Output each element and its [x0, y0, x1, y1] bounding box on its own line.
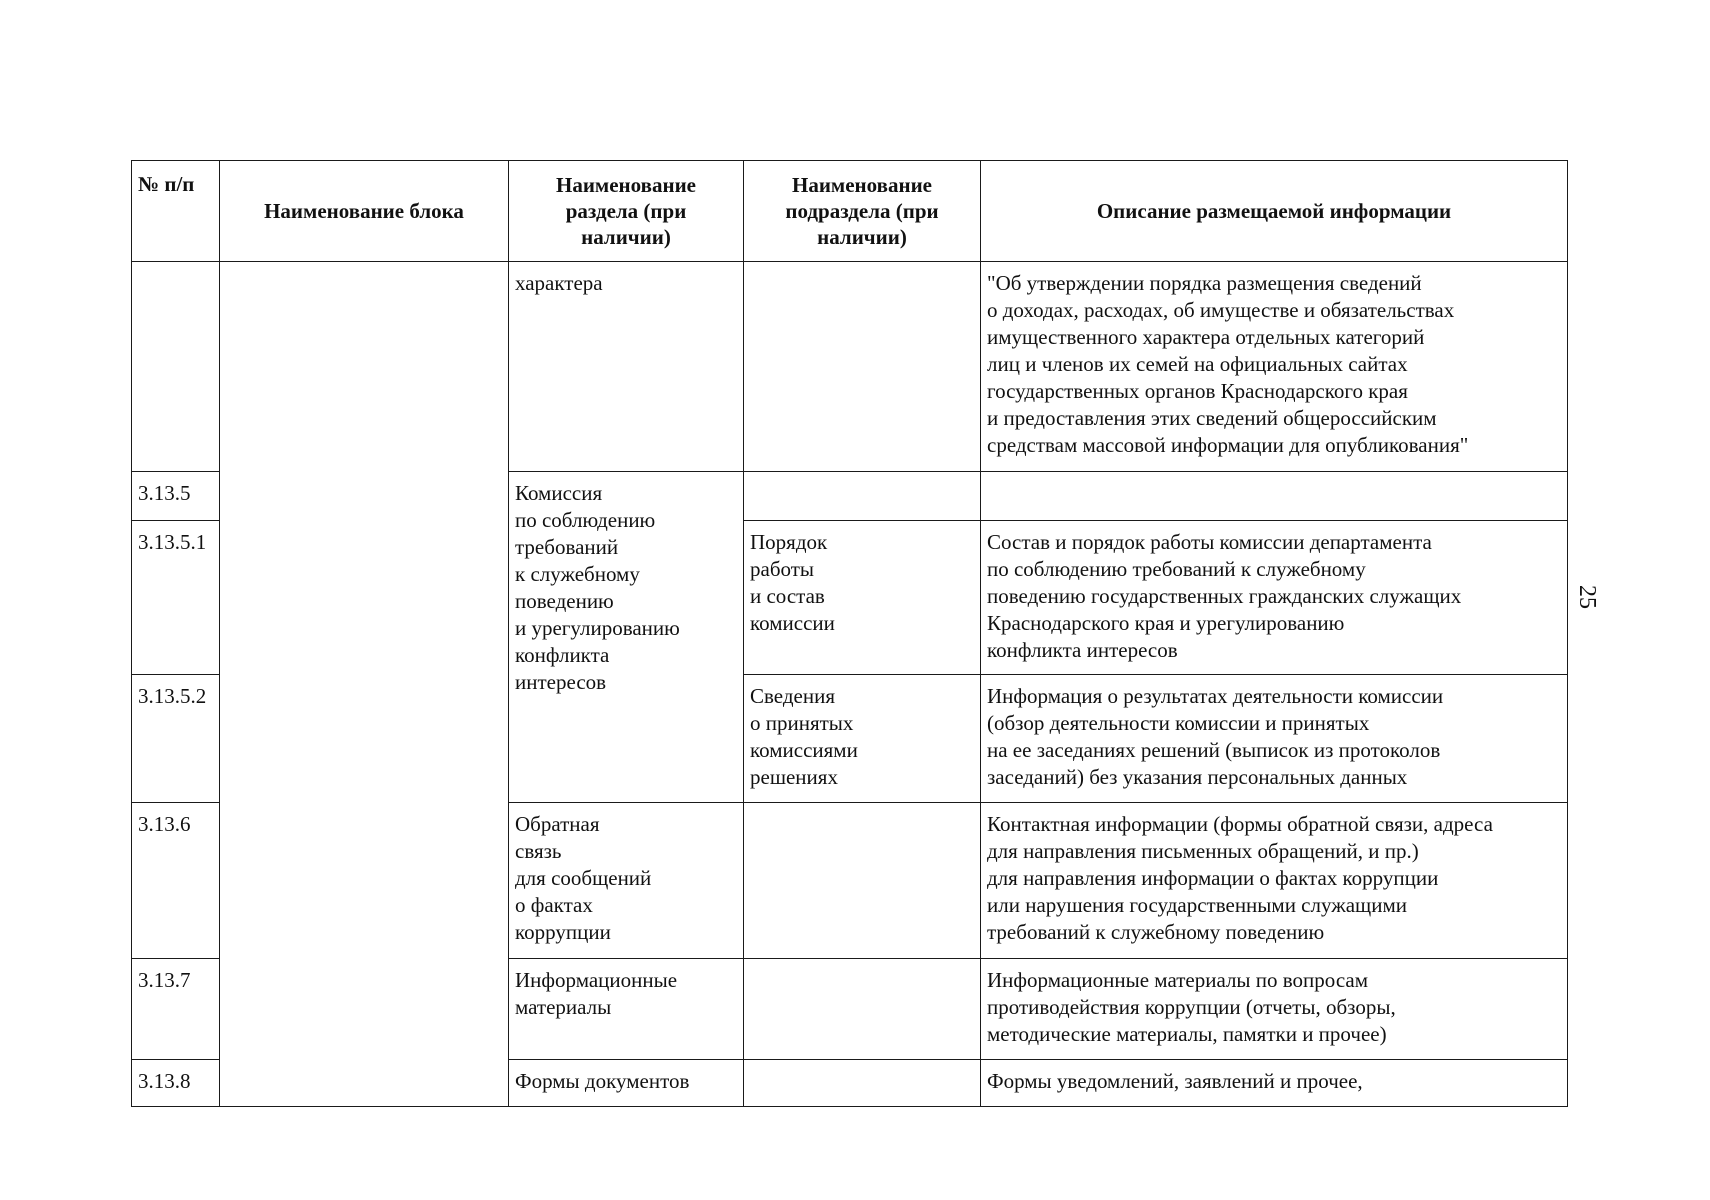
header-num: № п/п	[132, 161, 220, 262]
cell-num: 3.13.6	[132, 803, 220, 959]
cell-num: 3.13.5	[132, 472, 220, 521]
cell-num: 3.13.7	[132, 959, 220, 1060]
cell-section: Обратная связь для сообщений о фактах коррупции	[509, 803, 744, 959]
page-number: 25	[1574, 585, 1600, 609]
header-section: Наименование раздела (при наличии)	[509, 161, 744, 262]
cell-subsection: Порядок работы и состав комиссии	[744, 521, 981, 675]
cell-description: Информационные материалы по вопросам противодействия коррупции (отчеты, обзоры, методические материалы, памятки и прочее)	[981, 959, 1568, 1060]
cell-description: "Об утверждении порядка размещения сведений о доходах, расходах, об имуществе и обязательствах имущественного характера отдельных категорий лиц и членов их семей на официальных сайтах государственных органов Краснодарского края и предоставления этих сведений общероссийским средствам массовой информации для опубликования"	[981, 262, 1568, 472]
table-row	[132, 262, 1568, 472]
header-block: Наименование блока	[220, 161, 509, 262]
cell-block	[220, 262, 509, 1107]
cell-subsection	[744, 803, 981, 959]
cell-subsection	[744, 1060, 981, 1107]
cell-description: Информация о результатах деятельности комиссии (обзор деятельности комиссии и принятых на ее заседаниях решений (выписок из протоколов заседаний) без указания персональных данных	[981, 675, 1568, 803]
cell-num: 3.13.5.2	[132, 675, 220, 803]
cell-subsection: Сведения о принятых комиссиями решениях	[744, 675, 981, 803]
cell-num: 3.13.5.1	[132, 521, 220, 675]
cell-num	[132, 262, 220, 472]
cell-subsection	[744, 262, 981, 472]
header-subsection: Наименование подраздела (при наличии)	[744, 161, 981, 262]
header-description: Описание размещаемой информации	[981, 161, 1568, 262]
cell-subsection	[744, 959, 981, 1060]
cell-section: Комиссия по соблюдению требований к служебному поведению и урегулированию конфликта интересов	[509, 472, 744, 803]
cell-section: Информационные материалы	[509, 959, 744, 1060]
table-header-row	[132, 161, 1568, 262]
cell-num: 3.13.8	[132, 1060, 220, 1107]
cell-description: Формы уведомлений, заявлений и прочее,	[981, 1060, 1568, 1107]
cell-section: характера	[509, 262, 744, 472]
cell-subsection	[744, 472, 981, 521]
cell-description: Состав и порядок работы комиссии департамента по соблюдению требований к служебному поведению государственных гражданских служащих Краснодарского края и урегулированию конфликта интересов	[981, 521, 1568, 675]
cell-section: Формы документов	[509, 1060, 744, 1107]
cell-description	[981, 472, 1568, 521]
info-table	[131, 160, 1568, 1107]
cell-description: Контактная информации (формы обратной связи, адреса для направления письменных обращений, и пр.) для направления информации о фактах коррупции или нарушения государственными служащими требований к служебному поведению	[981, 803, 1568, 959]
